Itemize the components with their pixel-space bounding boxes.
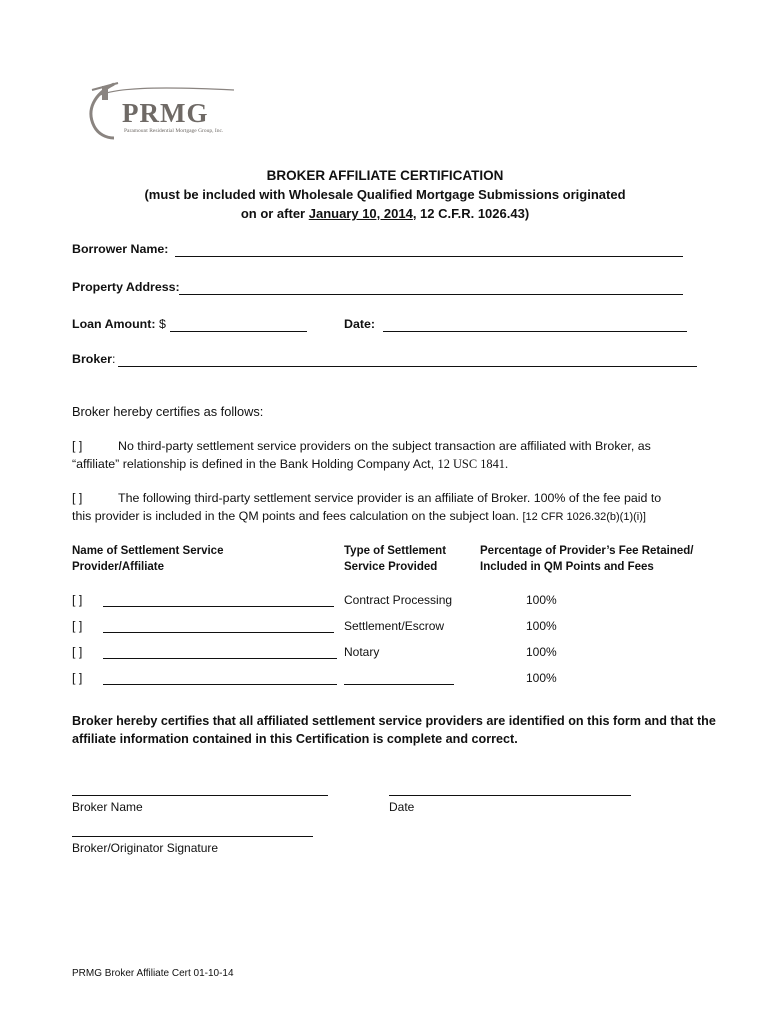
service-type: Notary (344, 645, 380, 659)
option1-text-line2: “affiliate” relationship is defined in the Bank Holding Company Act, 12 USC 1841. (72, 457, 509, 471)
fee-percentage: 100% (526, 593, 557, 607)
row-checkbox[interactable]: [ ] (72, 619, 83, 633)
borrower-name-label: Borrower Name: (72, 242, 169, 256)
table-header-percentage: Percentage of Provider’s Fee Retained/ Included in QM Points and Fees (480, 545, 694, 573)
row-checkbox[interactable]: [ ] (72, 671, 83, 685)
option2-text-line1: The following third-party settlement service provider is an affiliate of Broker. 100% of the fee paid to (118, 491, 662, 505)
option2-checkbox[interactable]: [ ] (72, 491, 83, 505)
table-header-provider: Name of Settlement Service Provider/Affiliate (72, 545, 224, 573)
option1-citation: 12 USC 1841. (437, 457, 509, 471)
effective-date: January 10, 2014 (308, 206, 413, 221)
option2-text-line2: this provider is included in the QM points and fees calculation on the subject loan. [12 CFR 1026.32(b)(1)(i)] (72, 509, 646, 523)
final-certification-line1: Broker hereby certifies that all affiliated settlement service providers are identified on this form and that the (72, 714, 716, 728)
certifies-intro: Broker hereby certifies as follows: (72, 404, 264, 419)
provider-name-field[interactable] (103, 632, 334, 633)
provider-name-field[interactable] (103, 684, 337, 685)
fee-percentage: 100% (526, 645, 557, 659)
provider-name-field[interactable] (103, 606, 334, 607)
fee-percentage: 100% (526, 671, 557, 685)
signature-date-line[interactable] (389, 795, 631, 796)
broker-name-caption: Broker Name (72, 800, 143, 814)
footer: PRMG Broker Affiliate Cert 01-10-14 (72, 968, 234, 979)
date-label: Date: (344, 317, 375, 331)
logo-subtitle: Paramount Residential Mortgage Group, Inc. (124, 128, 224, 134)
row-checkbox[interactable]: [ ] (72, 645, 83, 659)
final-certification-line2: affiliate information contained in this Certification is complete and correct. (72, 732, 518, 746)
provider-name-field[interactable] (103, 658, 337, 659)
broker-field[interactable] (118, 366, 697, 367)
originator-signature-line[interactable] (72, 836, 313, 837)
broker-name-signature-line[interactable] (72, 795, 328, 796)
loan-amount-field[interactable] (170, 331, 307, 332)
fee-percentage: 100% (526, 619, 557, 633)
borrower-name-field[interactable] (175, 256, 683, 257)
subtitle-line-2: on or after January 10, 2014, 12 C.F.R. 1026.43) (240, 206, 530, 221)
date-field[interactable] (383, 331, 687, 332)
service-type: Settlement/Escrow (344, 619, 445, 633)
date-caption: Date (389, 800, 415, 814)
option2-citation: [12 CFR 1026.32(b)(1)(i)] (522, 511, 646, 523)
property-address-label: Property Address: (72, 280, 180, 294)
service-type-field[interactable] (344, 684, 454, 685)
option1-checkbox[interactable]: [ ] (72, 439, 83, 453)
logo-text: PRMG (122, 98, 209, 128)
signature-caption: Broker/Originator Signature (72, 841, 219, 855)
page-title: BROKER AFFILIATE CERTIFICATION (266, 168, 504, 183)
loan-amount-label: Loan Amount: $ (72, 317, 166, 331)
service-type: Contract Processing (344, 593, 453, 607)
broker-label: Broker: (72, 352, 116, 366)
option1-text-line1: No third-party settlement service providers on the subject transaction are affiliated with Broker, as (118, 439, 651, 453)
prmg-logo (84, 80, 244, 140)
subtitle-line-1: (must be included with Wholesale Qualified Mortgage Submissions originated (144, 187, 626, 202)
row-checkbox[interactable]: [ ] (72, 593, 83, 607)
table-header-service: Type of Settlement Service Provided (344, 545, 447, 573)
property-address-field[interactable] (179, 294, 683, 295)
